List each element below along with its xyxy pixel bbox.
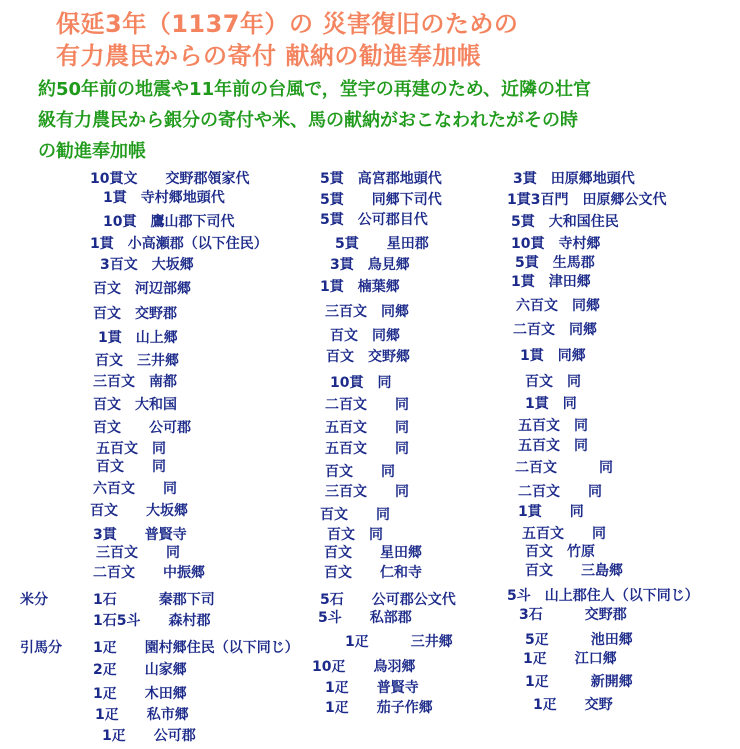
donor-entry: 5疋 池田郷	[525, 632, 633, 648]
donor-entry: 5貫 大和国住民	[511, 214, 619, 230]
donor-entry: 5貫 高宮郡地頭代	[320, 171, 442, 187]
donor-entry: 10貫 寺村郷	[511, 236, 601, 252]
section-label-horse: 引馬分	[20, 640, 62, 656]
donor-entry: 1疋 私市郷	[95, 707, 189, 723]
donor-entry: 百文 交野郡	[93, 306, 177, 322]
donor-entry: 5貫 同郷下司代	[320, 192, 442, 208]
donor-entry: 5貫 星田郡	[335, 236, 429, 252]
donor-entry: 10貫文 交野郡領家代	[90, 171, 250, 187]
donor-entry: 3貫 鳥見郷	[330, 257, 410, 273]
donor-entry: 3石 交野郡	[519, 607, 627, 623]
donor-entry: 1石5斗 森村郡	[93, 613, 211, 629]
title-line-1: 保延3年（1137年）の 災害復旧のための	[56, 10, 519, 38]
donor-entry: 三百文 同郷	[325, 304, 409, 320]
donor-entry: 1疋 新開郷	[525, 674, 633, 690]
donor-entry: 百文 同	[525, 374, 581, 390]
donor-entry: 1貫 津田郷	[511, 274, 591, 290]
donor-entry: 六百文 同	[93, 481, 177, 497]
donor-entry: 10貫 同	[330, 375, 392, 391]
donor-entry: 1貫 寺村郷地頭代	[103, 190, 225, 206]
donor-entry: 1疋 交野	[533, 697, 613, 713]
donor-entry: 百文 同郷	[330, 328, 400, 344]
donor-entry: 1貫 同	[518, 504, 584, 520]
donor-entry: 三百文 同	[325, 484, 409, 500]
donor-entry: 10貫 鷹山郡下司代	[103, 214, 235, 230]
donor-entry: 2疋 山家郷	[93, 662, 187, 678]
donor-entry: 百文 大和国	[93, 397, 177, 413]
donor-entry: 1疋 園村郷住民（以下同じ）	[93, 640, 299, 656]
donor-entry: 二百文 同	[325, 397, 409, 413]
donor-entry: 百文 同	[325, 464, 395, 480]
intro-line-3: の勧進奉加帳	[38, 141, 146, 162]
donor-entry: 百文 三井郷	[95, 353, 179, 369]
intro-line-2: 級有力農民から銀分の寄付や米、馬の献納がおこなわれたがその時	[38, 110, 578, 131]
donor-entry: 百文 大坂郷	[90, 503, 188, 519]
title-line-2: 有力農民からの寄付 献納の勧進奉加帳	[56, 42, 482, 70]
donor-entry: 3貫 田原郷地頭代	[513, 171, 635, 187]
donor-entry: 百文 河辺部郷	[93, 281, 191, 297]
donor-entry: 1石 秦郡下司	[93, 592, 215, 608]
donor-entry: 三百文 同	[96, 545, 180, 561]
donor-entry: 百文 公可郡	[93, 420, 191, 436]
donor-entry: 五百文 同	[325, 441, 409, 457]
donor-entry: 1貫3百門 田原郷公文代	[507, 192, 667, 208]
donor-entry: 百文 竹原	[525, 544, 595, 560]
donor-entry: 3百文 大坂郷	[100, 257, 194, 273]
donor-entry: 二百文 同	[518, 484, 602, 500]
donor-entry: 5貫 生馬郡	[515, 255, 595, 271]
donor-entry: 1疋 公可郡	[102, 728, 196, 744]
donor-entry: 六百文 同郷	[516, 298, 600, 314]
donor-entry: 三百文 南都	[93, 374, 177, 390]
donor-entry: 五百文 同	[325, 420, 409, 436]
donor-entry: 百文 三島郷	[525, 563, 623, 579]
donor-entry: 五百文 同	[518, 438, 588, 454]
donor-entry: 百文 仁和寺	[324, 565, 422, 581]
donor-entry: 1貫 山上郷	[98, 330, 178, 346]
donor-entry: 1疋 江口郷	[523, 651, 617, 667]
donor-entry: 五百文 同	[518, 418, 588, 434]
donor-entry: 五百文 同	[522, 526, 606, 542]
intro-line-1: 約50年前の地震や11年前の台風で，堂宇の再建のため、近隣の壮官	[38, 79, 592, 100]
donor-entry: 百文 星田郷	[324, 545, 422, 561]
donor-entry: 二百文 中振郷	[93, 565, 205, 581]
donor-entry: 5斗 私部郡	[318, 610, 412, 626]
donor-entry: 二百文 同郷	[513, 322, 597, 338]
donor-entry: 1疋 三井郷	[345, 634, 453, 650]
donor-entry: 1疋 普賢寺	[325, 680, 419, 696]
donor-entry: 百文 同	[96, 459, 166, 475]
donor-entry: 5石 公可郡公文代	[320, 592, 456, 608]
donor-entry: 1疋 木田郷	[93, 686, 187, 702]
donor-entry: 二百文 同	[515, 460, 613, 476]
donor-entry: 百文 同	[327, 527, 383, 543]
donor-entry: 3貫 普賢寺	[93, 527, 187, 543]
donor-entry: 1貫 小高瀬郡（以下住民）	[90, 236, 268, 252]
donor-entry: 百文 同	[320, 507, 390, 523]
donor-entry: 5斗 山上郡住人（以下同じ）	[507, 588, 699, 604]
donor-entry: 百文 交野郷	[326, 349, 410, 365]
section-label-rice: 米分	[20, 592, 48, 608]
donor-entry: 1疋 茄子作郷	[325, 700, 433, 716]
donor-entry: 1貫 同	[525, 396, 577, 412]
donor-entry: 1貫 楠葉郷	[320, 279, 400, 295]
donor-entry: 五百文 同	[96, 441, 166, 457]
donor-entry: 10疋 鳥羽郷	[312, 659, 416, 675]
donor-entry: 5貫 公可郡目代	[320, 212, 428, 228]
donor-entry: 1貫 同郷	[520, 348, 586, 364]
